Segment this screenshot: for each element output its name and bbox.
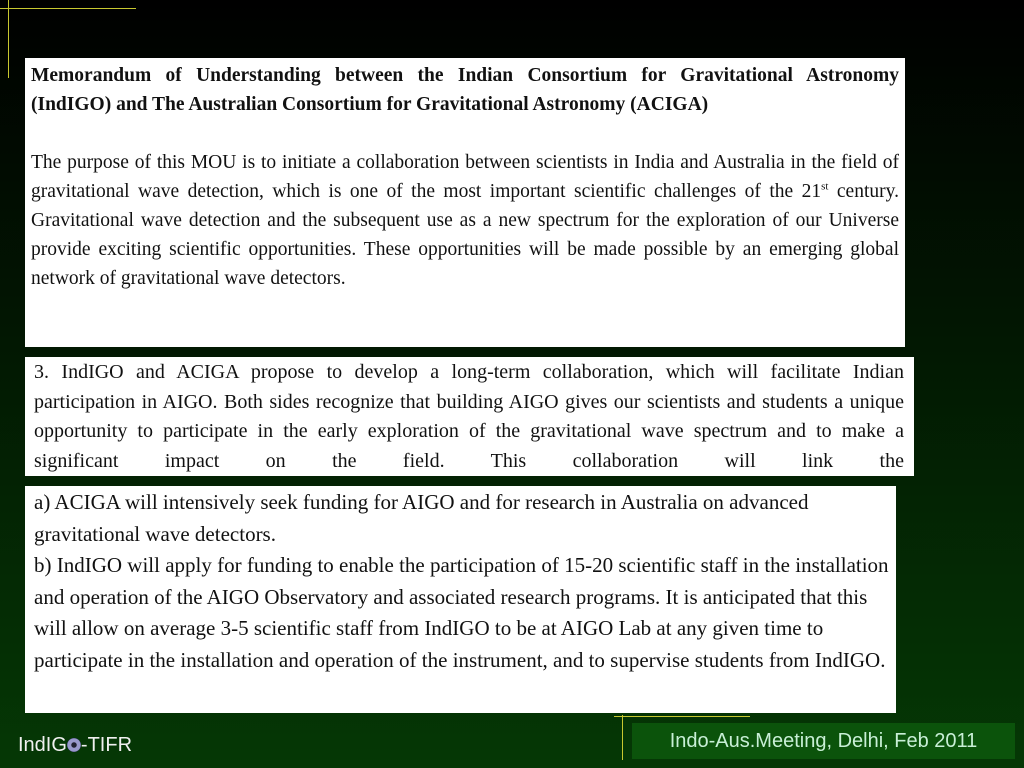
logo-text-suffix: -TIFR [80, 734, 133, 756]
footer-meeting-label: Indo-Aus.Meeting, Delhi, Feb 2011 [632, 723, 1015, 759]
mou-excerpt [25, 58, 905, 347]
chakra-icon [67, 738, 81, 752]
item-a: a) ACIGA will intensively seek funding for AIGO and for research in Australia on advanced gravitational wave detectors. [34, 490, 809, 546]
logo-text: IndIG [18, 734, 67, 756]
superscript: st [821, 180, 829, 193]
purpose-text-cont: century. Gravitational wave detection and the subsequent use as a new spectrum for the exploration of our Universe provide exciting scientific opportunities. These opportunities will be made possible by an emerging global network of gravitational wave detectors. [31, 181, 899, 289]
item-b: b) IndIGO will apply for funding to enable the participation of 15-20 scientific staff in the installation and operation of the AIGO Observatory and associated research programs. It is anticipated that this will allow on average 3-5 scientific staff from IndIGO to be at AIGO Lab at any given time to participate in the installation and operation of the instrument, and to supervise students from IndIGO. [34, 553, 889, 672]
items-excerpt [25, 486, 896, 713]
mou-heading: Memorandum of Understanding between the Indian Consortium for Gravitational Astronomy (IndIGO) and The Australian Consortium for Gravitational Astronomy (ACIGA) [31, 65, 899, 115]
decor-line [614, 716, 750, 717]
decor-line [8, 0, 9, 78]
indigo-tifr-logo [18, 734, 132, 757]
clause-3-text: 3. IndIGO and ACIGA propose to develop a long-term collaboration, which will facilitate Indian participation in AIGO. Both sides recognize that building AIGO gives our scientists and students a unique opportunity to participate in the early exploration of the gravitational wave spectrum and to make a significant impact on the field. This collaboration will link the [34, 361, 904, 472]
decor-line [622, 715, 623, 760]
mou-purpose [31, 148, 899, 293]
purpose-text: The purpose of this MOU is to initiate a collaboration between scientists in India and Australia in the field of gravitational wave detection, which is one of the most important scientific challenges of the 21 [31, 152, 899, 202]
clause-3-excerpt [25, 357, 914, 476]
decor-line [0, 8, 136, 9]
